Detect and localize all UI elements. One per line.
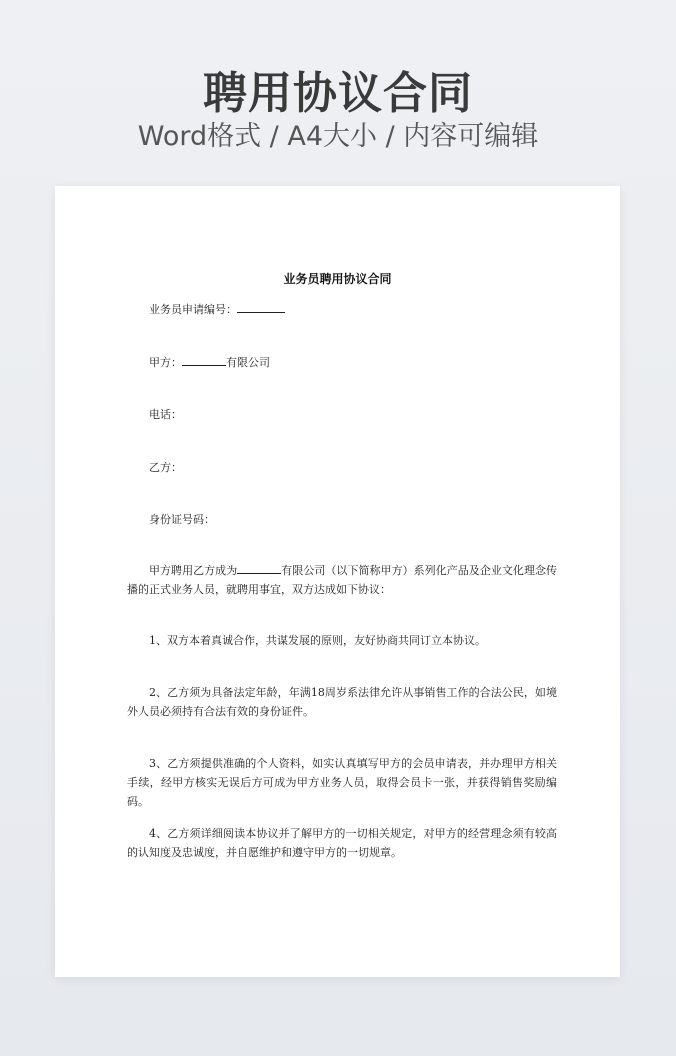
clause-3: 3、乙方须提供准确的个人资料，如实认真填写甲方的会员申请表，并办理甲方相关手续，经甲方核实无误后方可成为甲方业务人员，取得会员卡一张，并获得销售奖励编码。 bbox=[127, 757, 557, 808]
intro-part1: 甲方聘用乙方成为 bbox=[149, 564, 238, 577]
banner-title: 聘用协议合同 bbox=[203, 68, 473, 119]
document-title: 业务员聘用协议合同 bbox=[283, 272, 392, 286]
party-a-blank bbox=[182, 354, 226, 366]
document-page bbox=[55, 186, 620, 977]
intro-paragraph bbox=[127, 561, 557, 599]
banner-subtitle: Word格式 / A4大小 / 内容可编辑 bbox=[137, 121, 539, 152]
clause-1: 1、双方本着真诚合作，共谋发展的原则，友好协商共同订立本协议。 bbox=[149, 634, 486, 647]
application-number-blank bbox=[237, 301, 285, 313]
company-name-blank bbox=[237, 562, 281, 574]
party-b-field bbox=[149, 459, 182, 475]
clause-2: 2、乙方须为具备法定年龄，年满18周岁系法律允许从事销售工作的合法公民，如境外人员必须持有合法有效的身份证件。 bbox=[127, 686, 557, 718]
party-a-label: 甲方： bbox=[149, 356, 182, 369]
phone-field bbox=[149, 406, 182, 422]
phone-label: 电话： bbox=[149, 408, 182, 421]
party-a-field bbox=[149, 354, 270, 370]
intro-part2: 有限公司（以下简称甲方）系列化产品及企业文化理念传播的正式业务人员，就聘用事宜，双方达成如下协议： bbox=[127, 564, 558, 596]
application-number-field bbox=[149, 301, 285, 317]
clause-4: 4、乙方须详细阅读本协议并了解甲方的一切相关规定，对甲方的经营理念须有较高的认知度及忠诚度，并自愿维护和遵守甲方的一切规章。 bbox=[127, 827, 557, 859]
party-b-label: 乙方： bbox=[149, 461, 182, 474]
id-number-label: 身份证号码： bbox=[149, 513, 215, 526]
application-number-label: 业务员申请编号： bbox=[149, 303, 237, 316]
id-number-field bbox=[149, 511, 215, 527]
party-a-suffix: 有限公司 bbox=[226, 356, 270, 369]
